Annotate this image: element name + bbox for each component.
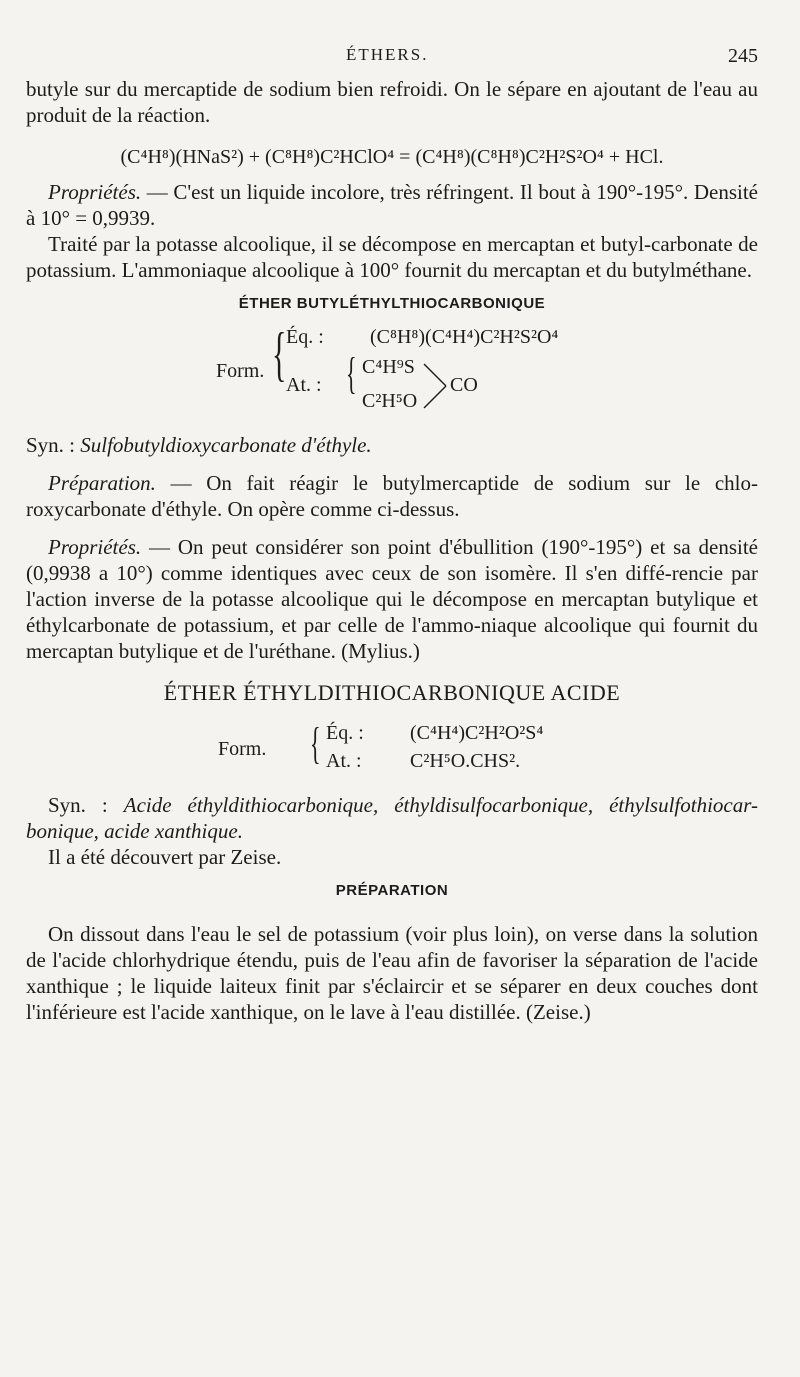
- form2-brace: {: [310, 719, 321, 768]
- synonym-1: [26, 432, 758, 458]
- page-body: [26, 76, 758, 1025]
- form2-at-label: At. :: [326, 750, 362, 772]
- paragraph-treatment: Traité par la potasse alcoolique, il se décompose en mercaptan et butyl-carbonate de potassium. L'ammoniaque alcoolique à 100° fournit du mercaptan et du butylméthane.: [26, 232, 758, 282]
- at-label: At. :: [286, 374, 322, 396]
- heading-butylethylthiocarbonique: ÉTHER BUTYLÉTHYLTHIOCARBONIQUE: [238, 295, 546, 312]
- synonym-2-label: Syn. :: [48, 793, 124, 817]
- paragraph-intro: butyle sur du mercaptide de sodium bien refroidi. On le sépare en ajoutant de l'eau au produit de la réaction.: [26, 77, 758, 127]
- formula-block-2: [26, 720, 758, 780]
- synonym-1-text: Sulfobutyldioxycarbonate d'éthyle.: [80, 433, 372, 457]
- preparation-label: Préparation.: [48, 471, 156, 495]
- reaction-equation: (C⁴H⁸)(HNaS²) + (C⁸H⁸)C²HClO⁴ = (C⁴H⁸)(C⁸H⁸)C²H²S²O⁴ + HCl.: [120, 146, 664, 168]
- paragraph-properties-2: [26, 534, 758, 664]
- properties-2-label: Propriétés.: [48, 535, 142, 559]
- page-header: [0, 40, 800, 70]
- at-line-2: C²H⁵O: [362, 390, 418, 412]
- form2-eq-label: Éq. :: [326, 722, 364, 744]
- form-label: Form.: [216, 360, 265, 382]
- synonym-1-label: Syn. :: [26, 433, 81, 457]
- bond-lines: [422, 360, 450, 414]
- heading-preparation: PRÉPARATION: [335, 882, 449, 899]
- formula-block-1: [26, 322, 758, 432]
- form2-label: Form.: [218, 738, 267, 760]
- at-line-1: C⁴H⁹S: [362, 356, 415, 378]
- properties-label: Propriétés.: [48, 180, 142, 204]
- properties-text: — C'est un liquide incolore, très réfringent. Il bout à 190°-195°. Densité à 10° = 0,9939.: [26, 180, 758, 230]
- left-brace: {: [272, 321, 287, 387]
- eq-label: Éq. :: [286, 326, 324, 348]
- form2-at-value: C²H⁵O.CHS².: [410, 750, 521, 772]
- synonym-2: [26, 792, 758, 844]
- page-number: 245: [728, 45, 758, 67]
- paragraph-preparation-method: On dissout dans l'eau le sel de potassium (voir plus loin), on verse dans la solution de l'acide chlorhydrique étendu, puis de l'eau afin de favoriser la séparation de l'acide xanthique ; le liquide laiteux finit par s'éclaircir et se séparer en deux couches dont l'inférieure est l'acide xanthique, on le lave à l'eau distillée. (Zeise.): [26, 922, 758, 1024]
- at-brace: {: [346, 349, 357, 398]
- form2-eq-value: (C⁴H⁴)C²H²O²S⁴: [410, 722, 544, 744]
- paragraph-preparation-1: [26, 470, 758, 522]
- running-head: ÉTHERS.: [346, 45, 429, 64]
- synonym-2-text: Acide éthyldithiocarbonique, éthyldisulfocarbonique, éthylsulfothiocar-bonique, acide xanthique.: [26, 793, 759, 843]
- paragraph-properties: [26, 179, 758, 231]
- paragraph-zeise: Il a été découvert par Zeise.: [48, 845, 282, 869]
- preparation-text: — On fait réagir le butylmercaptide de sodium sur le chlo-roxycarbonate d'éthyle. On opère comme ci-dessus.: [26, 471, 758, 521]
- properties-2-text: — On peut considérer son point d'ébullition (190°-195°) et sa densité (0,9938 a 10°) comme identiques avec ceux de son isomère. Il s'en diffé-rencie par l'action inverse de la potasse alcoolique qui le décompose en mercaptan butylique et éthylcarbonate de potassium, et par celle de l'ammo-niaque alcoolique qui fournit du mercaptan butylique et de l'uréthane. (Mylius.): [26, 535, 758, 663]
- eq-value: (C⁸H⁸)(C⁴H⁴)C²H²S²O⁴: [370, 326, 559, 348]
- at-group: CO: [450, 374, 478, 396]
- heading-ethyldithiocarbonique: ÉTHER ÉTHYLDITHIOCARBONIQUE ACIDE: [163, 680, 621, 705]
